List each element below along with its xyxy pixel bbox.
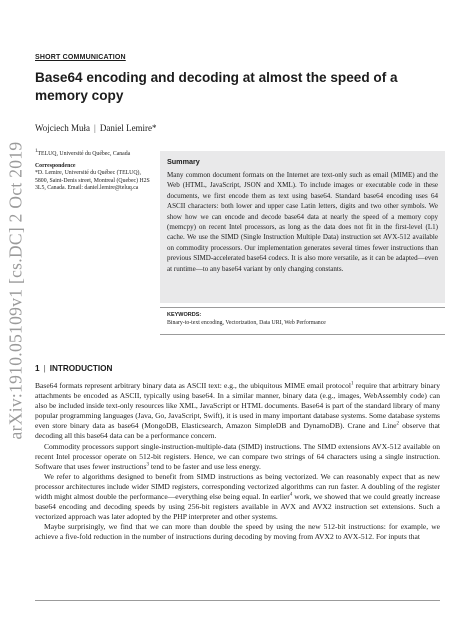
affiliation-first: [35, 151, 153, 158]
paragraph-3: [35, 472, 440, 522]
section-separator: |: [43, 364, 46, 373]
affiliation-first-text: TELUQ, Université du Québec, Canada: [37, 151, 131, 157]
paper-title: Base64 encoding and decoding at almost the speed of a memory copy: [35, 70, 398, 103]
keywords-text: Binary-to-text encoding, Vectorization, Data URI, Web Performance: [167, 320, 326, 326]
keywords-heading: KEYWORDS:: [167, 312, 202, 318]
keywords-bottom-divider: [160, 334, 445, 335]
affiliation-block: [35, 151, 153, 192]
author-first: Wojciech Muła: [35, 123, 91, 133]
arxiv-identifier-text: arXiv:1910.05109v1 [cs.DC] 2 Oct 2019: [5, 141, 26, 439]
section-title: INTRODUCTION: [49, 364, 113, 373]
paragraph-3-part-a: We refer to algorithms designed to benefit from SIMD instructions as being vectorized. We can reasonably expect that as new processor architectures include wider SIMD registers, corresponding vectorized algorithms can run faster. A doubling of the register width might almost double the performance—everything else being equal. In earlier: [35, 471, 440, 502]
summary-text: Many common document formats on the Internet are text-only such as email (MIME) and the Web (HTML, JavaScript, JSON and XML). To include images or executable code in these documents, we first encode them as text using base64. Standard base64 encoding uses 64 ASCII characters: both lower and upper case Latin letters, digits and two other symbols. We show how we can encode and decode base64 data at nearly the speed of a memory copy (memcpy) on recent Intel processors, as long as the data does not fit in the first-level (L1) cache. We use the SIMD (Single Instruction Multiple Data) instruction set AVX-512 available on commodity processors. Our implementation generates several times fewer instructions than previous SIMD-accelerated base64 codecs. It is also more versatile, as it can be adapted—even at runtime—to any base64 variant by only changing constants.: [167, 171, 438, 273]
section-number: 1: [35, 364, 40, 373]
paragraph-2: [35, 442, 440, 472]
paragraph-1-part-a: Base64 formats represent arbitrary binary data as ASCII text: e.g., the ubiquitous MIME email protocol: [35, 381, 351, 390]
affiliation-mark: 1: [35, 149, 38, 155]
correspondence-heading: Correspondence: [35, 163, 76, 170]
author-line: [35, 123, 157, 133]
arxiv-identifier-stamp: [4, 141, 28, 439]
keywords-block: [167, 312, 442, 326]
section-heading: [35, 364, 112, 373]
paragraph-1-part-b: require that arbitrary binary attachments be encoded as ASCII, typically using base64. In a similar manner, binary data (e.g., images, WebAssembly code) can also be included inside text-only resources like XML, JavaScript or HTML documents. Base64 is part of the standard library of many popular programming languages (Java, Go, JavaScript, Swift), it is used in many important database systems. Some database systems even store binary data as base64 (MongoDB, Elasticsearch, Amazon SimpleDB and DynamoDB). Crane and Line: [35, 381, 440, 431]
correspondence-text: *D. Lemire, Université du Québec (TELUQ), 5800, Saint-Denis street, Montreal (Quebec) H2S 3L5, Canada. Email: daniel.lemire@teluq.ca: [35, 170, 150, 191]
footnote-ref-1[interactable]: 1: [351, 381, 354, 387]
paragraph-4: Maybe surprisingly, we find that we can more than double the speed by using the new 512-bit instructions: for example, we achieve a five-fold reduction in the number of instructions during decoding by moving from AVX2 to AVX-512. For inputs that: [35, 522, 440, 542]
paragraph-3-part-b: work, we showed that we could greatly increase base64 encoding and decoding speeds by using 256-bit registers available in AVX and AVX2 instruction set extensions. Such a vectorized approach was later adopted by the PHP interpreter and other systems.: [35, 492, 440, 522]
paragraph-1-part-c: observe that decoding all this base64 data can be a performance concern.: [35, 421, 441, 441]
footer-divider: [35, 600, 440, 601]
body-text: [35, 381, 440, 543]
paragraph-2-part-b: tend to be faster and use less energy.: [149, 461, 261, 471]
keywords-top-divider: [160, 307, 445, 308]
author-separator: |: [94, 123, 96, 133]
author-second: Daniel Lemire*: [99, 123, 157, 133]
footnote-ref-4[interactable]: 4: [289, 492, 293, 498]
summary-heading: Summary: [167, 157, 200, 166]
paragraph-1: [35, 381, 440, 442]
footnote-ref-2[interactable]: 2: [396, 421, 399, 427]
paragraph-2-part-a: Commodity processors support single-instruction-multiple-data (SIMD) instructions. The SIMD extensions AVX-512 available on recent Intel processor operate on 512-bit registers. Hence, we can compare two strings of 64 characters using a single instruction. Software that uses fewer instructions: [35, 441, 440, 471]
footnote-ref-3[interactable]: 3: [146, 462, 149, 468]
summary-box: [160, 151, 445, 303]
article-type-label: SHORT COMMUNICATION: [35, 54, 126, 61]
